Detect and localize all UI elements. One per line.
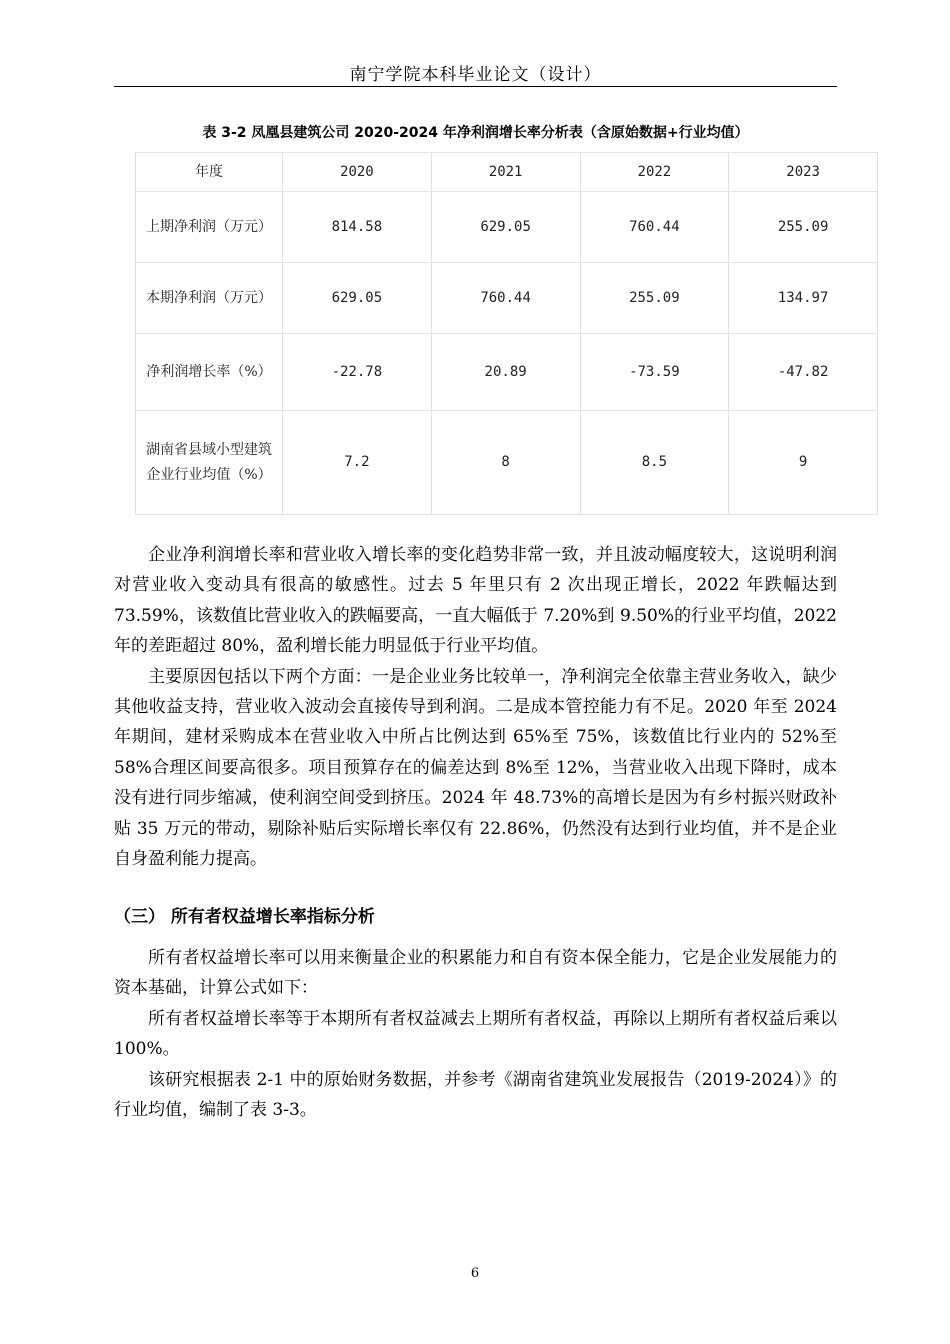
- column-header: 年度: [136, 153, 283, 192]
- table-cell: 814.58: [283, 192, 432, 263]
- body-paragraph: 该研究根据表 2-1 中的原始财务数据，并参考《湖南省建筑业发展报告（2019-2024）》的行业均值，编制了表 3-3。: [114, 1069, 837, 1121]
- column-header: 2021: [431, 153, 580, 192]
- column-header: 2023: [729, 153, 878, 192]
- analysis-section: [114, 540, 837, 874]
- page-header: 南宁学院本科毕业论文（设计）: [349, 65, 602, 85]
- body-paragraph: 所有者权益增长率等于本期所有者权益减去上期所有者权益，再除以上期所有者权益后乘以 100%。: [114, 1008, 837, 1060]
- row-label: 本期净利润（万元）: [136, 263, 283, 334]
- table-cell: 134.97: [729, 263, 878, 334]
- row-label: 上期净利润（万元）: [136, 192, 283, 263]
- row-label: 净利润增长率（%）: [136, 334, 283, 411]
- table-row: [136, 334, 878, 411]
- equity-section: [114, 943, 837, 1125]
- table-cell: 760.44: [580, 192, 729, 263]
- table-header-row: [136, 153, 878, 192]
- body-paragraph: 主要原因包括以下两个方面：一是企业业务比较单一，净利润完全依靠主营业务收入，缺少其他收益支持，营业收入波动会直接传导到利润。二是成本管控能力有不足。2020 年至 2024 年期间，建材采购成本在营业收入中所占比例达到 65%至 75%，该数值比行业内的 52%至 58%合理区间要高很多。项目预算存在的偏差达到 8%至 12%，当营业收入出现下降时，成本没有进行同步缩减，使利润空间受到挤压。2024 年 48.73%的高增长是因为有乡村振兴财政补贴 35 万元的带动，剔除补贴后实际增长率仅有 22.86%，仍然没有达到行业均值，并不是企业自身盈利能力提高。: [114, 666, 837, 870]
- table-cell: 255.09: [580, 263, 729, 334]
- table-cell: 255.09: [729, 192, 878, 263]
- table-caption: 表 3-2 凤凰县建筑公司 2020-2024 年净利润增长率分析表（含原始数据+行业均值）: [202, 125, 749, 141]
- header-divider: [114, 86, 837, 87]
- net-profit-growth-table: [135, 152, 878, 515]
- table-cell: -47.82: [729, 334, 878, 411]
- page-number: 6: [470, 1266, 480, 1281]
- table-cell: 8.5: [580, 411, 729, 515]
- column-header: 2020: [283, 153, 432, 192]
- table-cell: -22.78: [283, 334, 432, 411]
- table-cell: 629.05: [431, 192, 580, 263]
- table-cell: 7.2: [283, 411, 432, 515]
- table-cell: 629.05: [283, 263, 432, 334]
- body-paragraph: 企业净利润增长率和营业收入增长率的变化趋势非常一致，并且波动幅度较大，这说明利润对营业收入变动具有很高的敏感性。过去 5 年里只有 2 次出现正增长，2022 年跌幅达到 73.59%，该数值比营业收入的跌幅要高，一直大幅低于 7.20%到 9.50%的行业平均值，2022 年的差距超过 80%，盈利增长能力明显低于行业平均值。: [114, 545, 837, 657]
- section-heading: （三） 所有者权益增长率指标分析: [114, 907, 375, 927]
- table-cell: 20.89: [431, 334, 580, 411]
- table-row: [136, 411, 878, 515]
- table-cell: 760.44: [431, 263, 580, 334]
- table-cell: -73.59: [580, 334, 729, 411]
- row-label: 湖南省县域小型建筑企业行业均值（%）: [136, 411, 283, 515]
- table-cell: 9: [729, 411, 878, 515]
- table-cell: 8: [431, 411, 580, 515]
- body-paragraph: 所有者权益增长率可以用来衡量企业的积累能力和自有资本保全能力，它是企业发展能力的资本基础，计算公式如下：: [114, 948, 837, 999]
- table-row: [136, 263, 878, 334]
- table-row: [136, 192, 878, 263]
- column-header: 2022: [580, 153, 729, 192]
